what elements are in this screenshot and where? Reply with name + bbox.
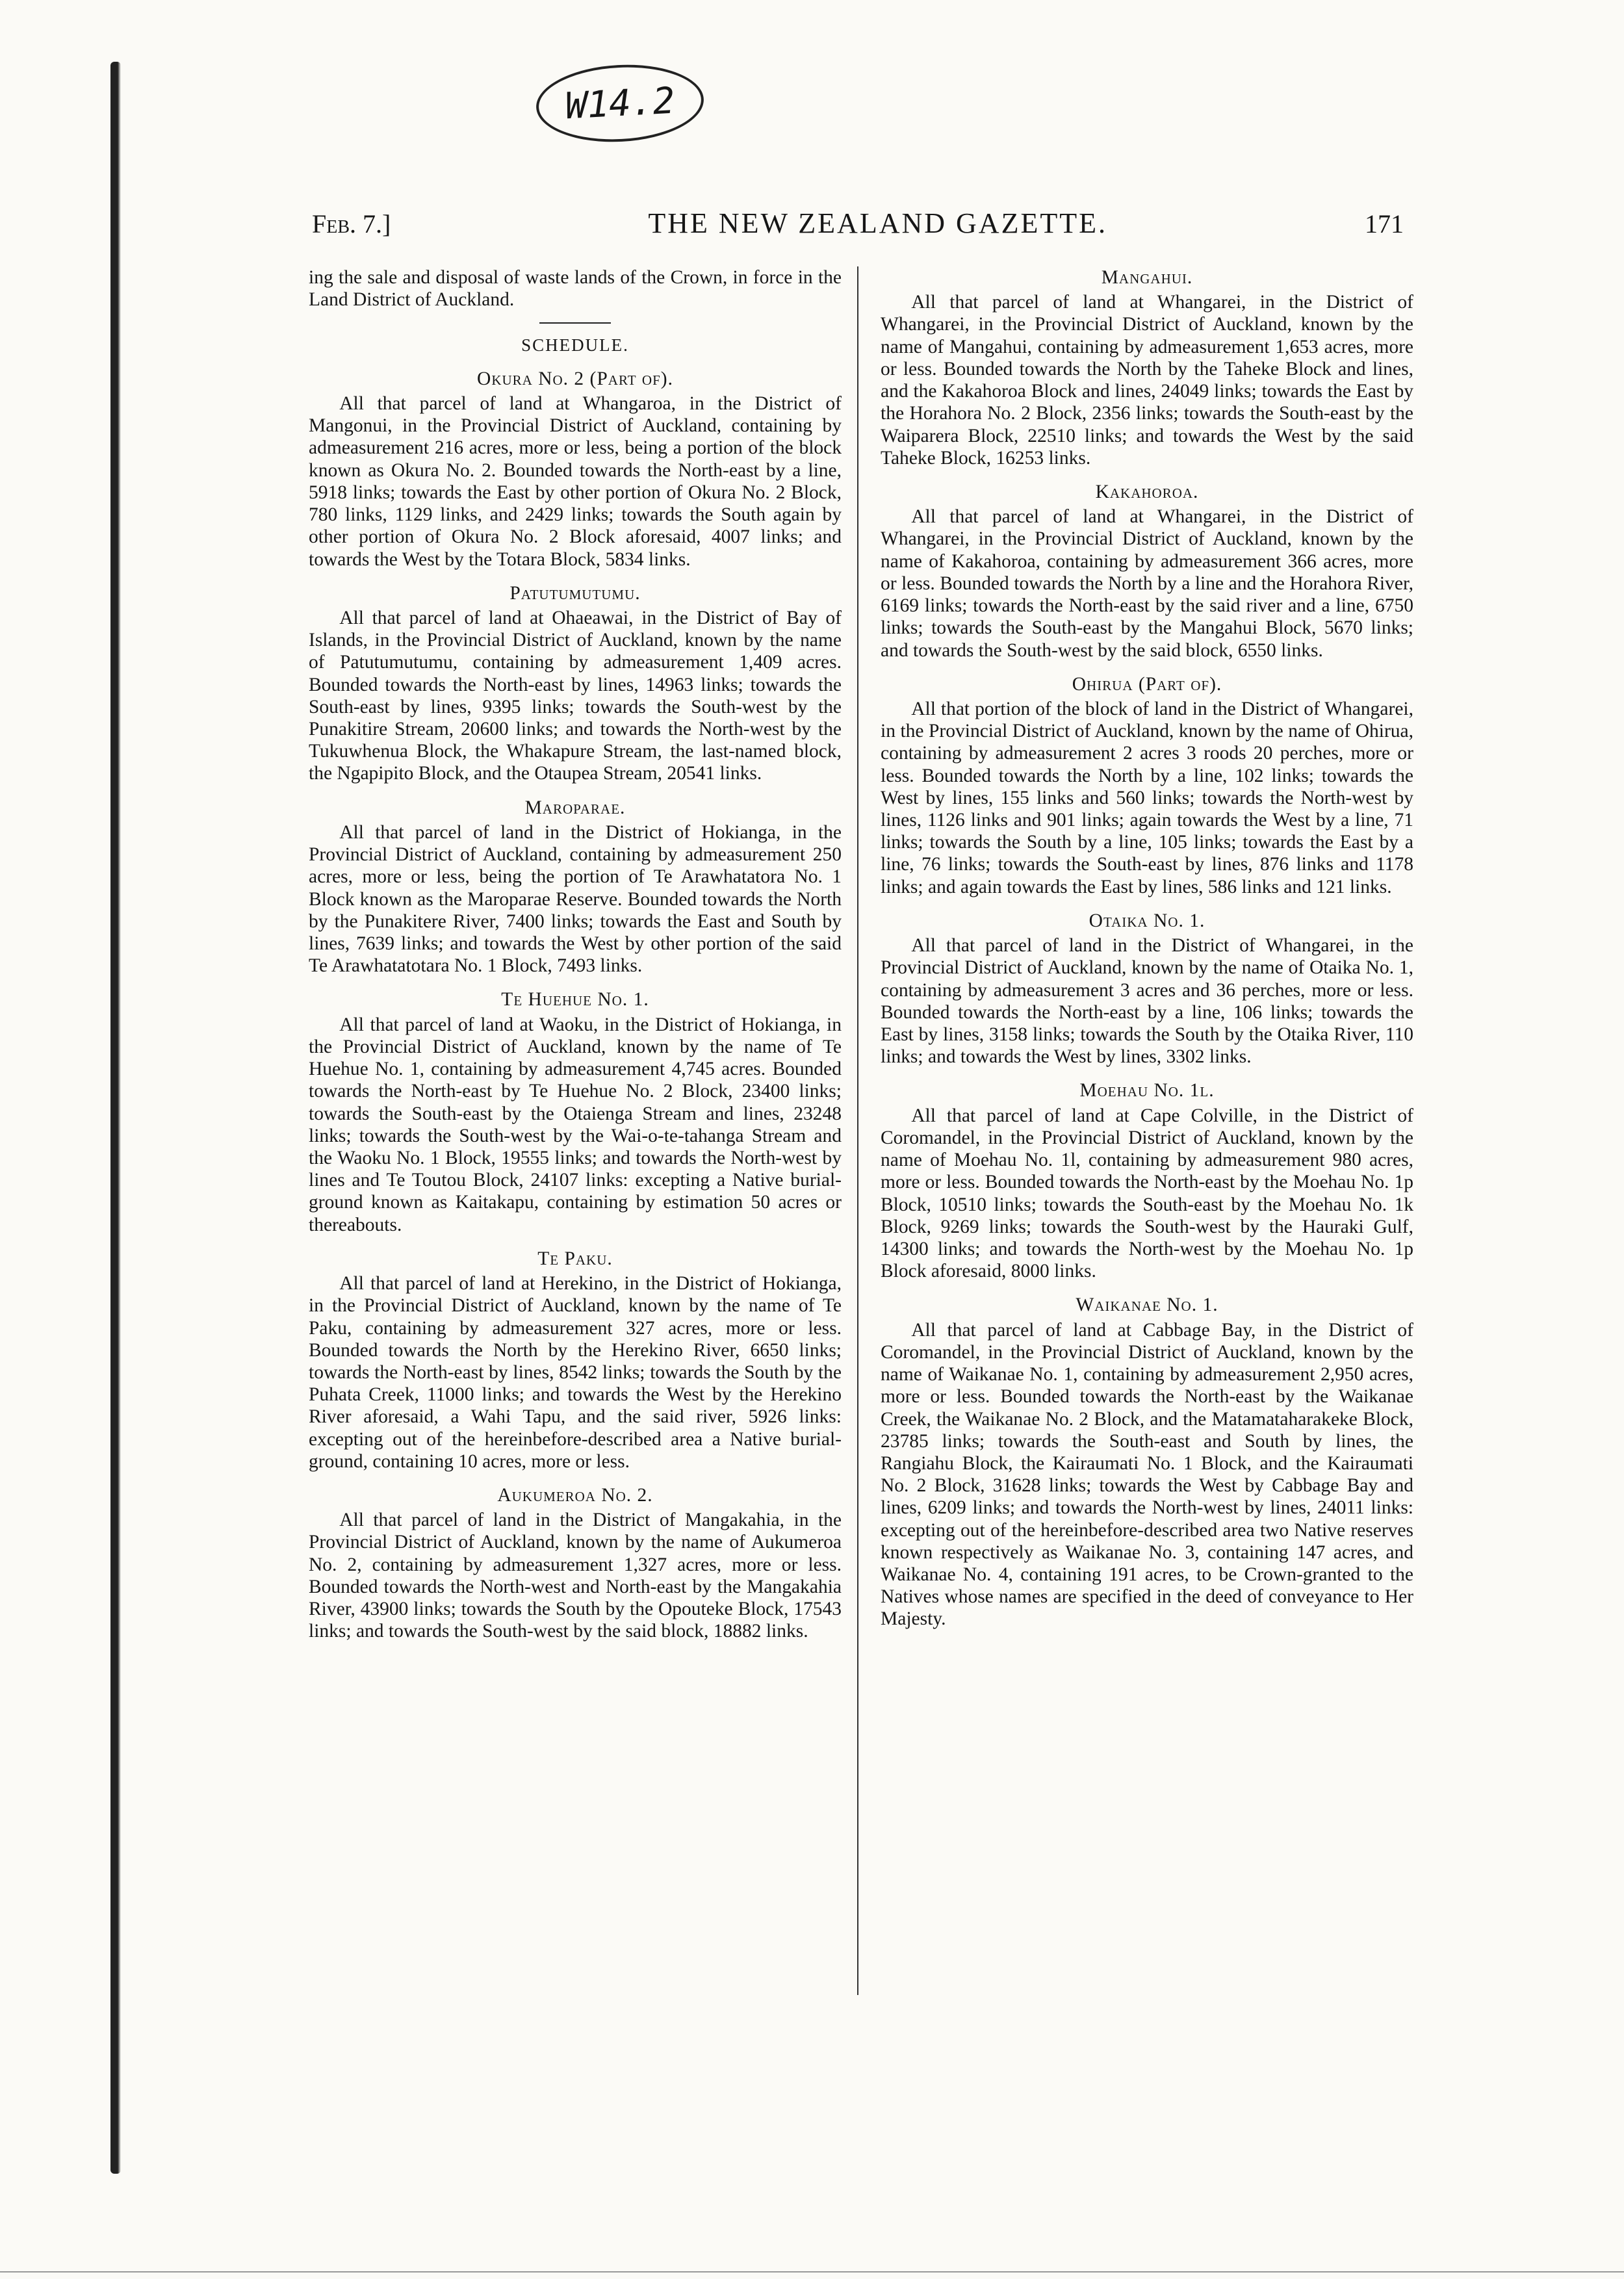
page-number: 171 bbox=[1364, 209, 1404, 238]
section-heading: Te Paku. bbox=[537, 1248, 613, 1269]
page-bottom-edge bbox=[0, 2271, 1624, 2273]
section-text: All that parcel of land at Whangaroa, in the District of Mangonui, in the Provincial District of Auckland, containing by admeasurement 216 acres, more or less, being a portion of the block known as Okura No. 2. Bounded towards the North-east by a line, 5918 links; towards the East by other portion of Okura No. 2 Block, 780 links, 1129 links, and 2429 links; towards the South again by other portion of Okura No. 2 Block aforesaid, 4007 links; and towards the West by the Totara Block, 5834 links. bbox=[309, 393, 842, 570]
section-text: All that parcel of land at Cabbage Bay, in the District of Coromandel, in the Provincial District of Auckland, known by the name of Waikanae No. 1, containing by admeasurement 2,950 acres, more or less. Bounded towards the North-east by the Waikanae Creek, the Waikanae No. 2 Block, and the Matamataharakeke Block, 23785 links; towards the South-east and South by lines, the Rangiahu Block, the Kairaumati No. 1 Block, and the Kairaumati No. 2 Block, 31628 links; towards the West by Cabbage Bay and lines, 6209 links; and towards the North-west by lines, 24011 links: excepting out of the hereinbefore-described area two Native reserves known respectively as Waikanae No. 3, containing 147 acres, and Waikanae No. 4, containing 191 acres, to be Crown-granted to the Natives whose names are specified in the deed of conveyance to Her Majesty. bbox=[881, 1319, 1413, 1630]
section-heading: Otaika No. 1. bbox=[1089, 910, 1205, 931]
section-heading: Aukumeroa No. 2. bbox=[497, 1485, 653, 1506]
section-text: All that parcel of land at Cape Colville, in the District of Coromandel, in the Provincial District of Auckland, known by the name of Moehau No. 1l, containing by admeasurement 980 acres, more or less. Bounded towards the North-east by the Moehau No. 1p Block, 10510 links; towards the South-east by the Moehau No. 1k Block, 9269 links; towards the South-west by the Hauraki Gulf, 14300 links; and towards the North-west by the Moehau No. 1p Block aforesaid, 8000 links. bbox=[881, 1105, 1413, 1282]
left-column bbox=[309, 266, 842, 1643]
archive-stamp bbox=[534, 60, 706, 146]
section-heading: Okura No. 2 (Part of). bbox=[477, 368, 673, 389]
section-text: All that parcel of land at Waoku, in the District of Hokianga, in the Provincial District of Auckland, known by the name of Te Huehue No. 1, containing by admeasurement 4,745 acres. Bounded towards the North-east by Te Huehue No. 2 Block, 23400 links; towards the South-east by the Otaienga Stream and lines, 23248 links; towards the South-west by the Wai-o-te-tahanga Stream and the Waoku No. 1 Block, 19555 links; and towards the North-west by lines and Te Toutou Block, 24107 links: excepting a Native burial-ground known as Kaitakapu, containing by estimation 50 acres or thereabouts. bbox=[309, 1014, 842, 1235]
section-heading: Maroparae. bbox=[524, 797, 626, 818]
gazette-title: THE NEW ZEALAND GAZETTE. bbox=[648, 207, 1107, 239]
header-date: Feb. 7.] bbox=[312, 209, 391, 238]
binding-edge bbox=[110, 62, 121, 2174]
schedule-title: SCHEDULE. bbox=[521, 335, 629, 355]
section-text: All that parcel of land in the District of Mangakahia, in the Provincial District of Auckland, known by the name of Aukumeroa No. 2, containing by admeasurement 1,327 acres, more or less. Bounded towards the North-west and North-east by the Mangakahia River, 43900 links; towards the South by the Opouteke Block, 17543 links; and towards the South-west by the said block, 18882 links. bbox=[309, 1510, 842, 1642]
section-heading: Moehau No. 1l. bbox=[1079, 1080, 1215, 1101]
section-rule bbox=[539, 322, 611, 324]
section-text: All that parcel of land at Whangarei, in the District of Whangarei, in the Provincial District of Auckland, known by the name of Kakahoroa, containing by admeasurement 366 acres, more or less. Bounded towards the North by a line and the Horahora River, 6169 links; towards the North-east by the said river and a line, 6750 links; towards the South-east by the Mangahui Block, 5670 links; and towards the South-west by the said block, 6550 links. bbox=[881, 506, 1413, 661]
running-header bbox=[312, 207, 1404, 246]
section-text: All that parcel of land at Herekino, in the District of Hokianga, in the Provincial District of Auckland, known by the name of Te Paku, containing by admeasurement 327 acres, more or less. Bounded towards the North by the Herekino River, 6650 links; towards the North-east by lines, 8542 links; towards the South by the Puhata Creek, 11000 links; and towards the West by the Herekino River aforesaid, a Wahi Tapu, and the said river, 5926 links: excepting out of the hereinbefore-described area a Native burial-ground, containing 10 acres, more or less. bbox=[309, 1273, 842, 1472]
section-heading: Mangahui. bbox=[1101, 267, 1193, 288]
section-text: All that parcel of land at Ohaeawai, in the District of Bay of Islands, in the Provincial District of Auckland, known by the name of Patutumutumu, containing by admeasurement 1,409 acres. Bounded towards the North-east by lines, 14963 links; towards the South-east by lines, 9395 links; towards the South-west by the Punakitire Stream, 20600 links; and towards the North-west by the Tukuwhenua Block, the Whakapure Stream, the last-named block, the Ngapipito Block, and the Otaupea Stream, 20541 links. bbox=[309, 607, 842, 784]
archive-stamp-text: W14.2 bbox=[564, 79, 676, 127]
continued-text: ing the sale and disposal of waste lands of the Crown, in force in the Land District of Auckland. bbox=[309, 267, 842, 311]
section-heading: Waikanae No. 1. bbox=[1076, 1294, 1218, 1316]
right-column bbox=[881, 266, 1413, 1630]
section-heading: Te Huehue No. 1. bbox=[501, 989, 649, 1011]
section-heading: Kakahoroa. bbox=[1095, 481, 1199, 502]
section-text: All that portion of the block of land in the District of Whangarei, in the Provincial District of Auckland, known by the name of Ohirua, containing by admeasurement 2 acres 3 roods 20 perches, more or less. Bounded towards the North by a line, 102 links; towards the West by lines, 155 links and 560 links; towards the North-west by lines, 1126 links and 901 links; again towards the West by a line, 71 links; towards the South by a line, 105 links; towards the East by a line, 76 links; towards the South-east by lines, 876 links and 1178 links; and again towards the East by lines, 586 links and 121 links. bbox=[881, 698, 1413, 897]
column-divider bbox=[857, 266, 858, 1995]
section-text: All that parcel of land in the District of Whangarei, in the Provincial District of Auckland, known by the name of Otaika No. 1, containing by admeasurement 3 acres and 36 perches, more or less. Bounded towards the North-east by a line, 106 links; towards the East by lines, 3158 links; towards the South by the Otaika River, 110 links; and towards the West by lines, 3302 links. bbox=[881, 935, 1413, 1068]
section-text: All that parcel of land in the District of Hokianga, in the Provincial District of Auckland, containing by admeasurement 250 acres, more or less, being the portion of Te Arawhatatora No. 1 Block known as the Maroparae Reserve. Bounded towards the North by the Punakitere River, 7400 links; towards the East and South by lines, 7639 links; and towards the West by other portion of the said Te Arawhatatotara No. 1 Block, 7493 links. bbox=[309, 821, 842, 977]
section-heading: Ohirua (Part of). bbox=[1072, 673, 1222, 695]
section-heading: Patutumutumu. bbox=[509, 582, 641, 604]
section-text: All that parcel of land at Whangarei, in the District of Whangarei, in the Provincial District of Auckland, known by the name of Mangahui, containing by admeasurement 1,653 acres, more or less. Bounded towards the North by the Taheke Block and lines, and the Kakahoroa Block and lines, 24049 links; towards the East by the Horahora No. 2 Block, 2356 links; towards the South-east by the Waiparera Block, 22510 links; and towards the West by the said Taheke Block, 16253 links. bbox=[881, 292, 1413, 469]
